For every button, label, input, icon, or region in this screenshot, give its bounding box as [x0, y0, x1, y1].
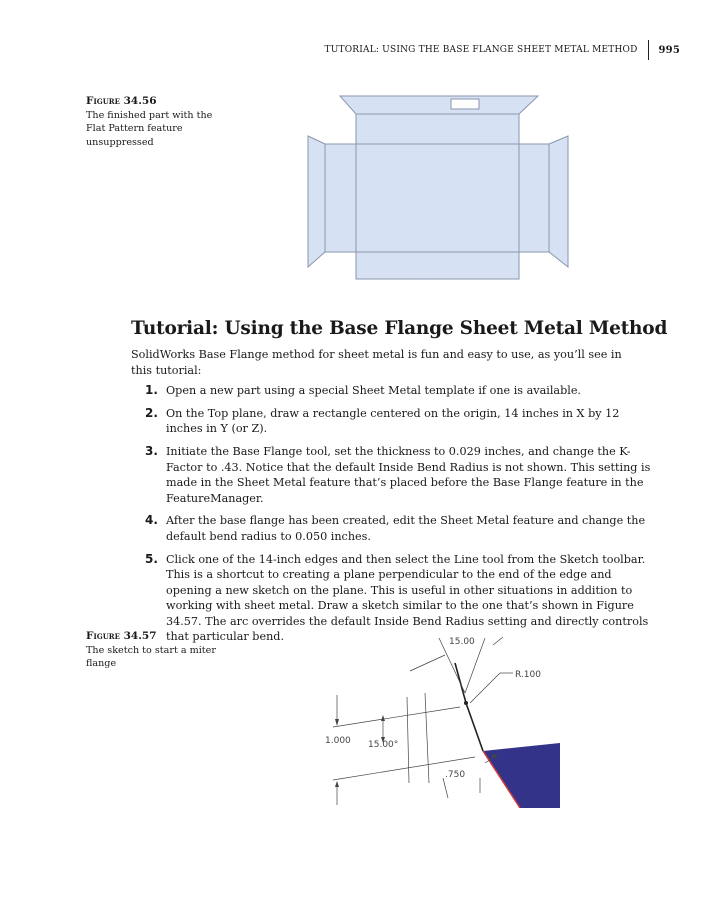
section-heading: Tutorial: Using the Base Flange Sheet Metal Method: [131, 318, 668, 339]
step-item: [131, 444, 654, 506]
flat-pattern-left-flange: [308, 136, 325, 267]
dimension-line: [493, 637, 503, 645]
step-text: On the Top plane, draw a rectangle centered on the origin, 14 inches in X by 12 inches in Y (or Z).: [166, 406, 620, 436]
sketch-line: [466, 703, 483, 751]
flat-pattern-top-flange: [340, 96, 538, 114]
step-number: 3.: [145, 444, 158, 459]
dimension-line: [333, 707, 460, 727]
dimension-line: [410, 655, 445, 671]
step-number: 4.: [145, 513, 158, 528]
page-number: 995: [658, 44, 680, 56]
step-number: 1.: [145, 383, 158, 397]
leader-line: [470, 673, 500, 703]
step-item: [131, 406, 654, 437]
flat-pattern-bottom-bend: [356, 252, 519, 279]
step-item: [131, 513, 654, 544]
dimension-arrow: [381, 715, 385, 721]
step-text: Click one of the 14-inch edges and then select the Line tool from the Sketch toolbar. This is a shortcut to creating a plane perpendicular to the end of the edge and opening a new sketch on the plane. This is useful in other situations in addition to working with sheet metal. Draw a sketch similar to the one that’s shown in Figure 34.57. The arc overrides the default Inside Bend Radius setting and directly controls that particular bend.: [166, 552, 649, 644]
dimension-arrow: [335, 781, 339, 787]
sketch-point: [464, 701, 468, 705]
running-head: [325, 40, 680, 60]
figure-label: Figure 34.57: [86, 630, 157, 642]
dimension-line: [407, 697, 409, 783]
figure-label: Figure 34.56: [86, 95, 157, 107]
flat-pattern-right-flange: [549, 136, 568, 267]
figure-caption-text: The sketch to start a miter flange: [86, 644, 216, 669]
dimension-label: 15.00°: [368, 740, 399, 750]
running-head-divider: [648, 40, 649, 60]
flat-pattern-figure: [300, 94, 590, 294]
flat-pattern-top-bend: [356, 114, 519, 144]
flat-pattern-slot: [451, 99, 479, 109]
dimension-label: 1.000: [325, 736, 351, 746]
step-text: After the base flange has been created, edit the Sheet Metal feature and change the default bend radius to 0.050 inches.: [166, 514, 646, 543]
flat-pattern-left-bend: [325, 144, 356, 252]
step-number: 5.: [145, 551, 158, 566]
figure-caption-text: The finished part with the Flat Pattern feature unsuppressed: [86, 109, 213, 148]
steps-list: [131, 383, 654, 652]
dimension-label: R.100: [515, 670, 541, 680]
running-head-title: TUTORIAL: USING THE BASE FLANGE SHEET METAL METHOD: [324, 45, 638, 55]
miter-flange-sketch-figure: [315, 633, 580, 808]
step-number: 2.: [145, 405, 158, 420]
dimension-line: [425, 693, 429, 783]
dimension-label: 15.00: [449, 637, 475, 647]
intro-paragraph: SolidWorks Base Flange method for sheet metal is fun and easy to use, as you’ll see in this tutorial:: [131, 348, 622, 377]
dimension-label: .750: [445, 770, 466, 780]
flat-pattern-base: [356, 144, 519, 252]
figure-caption-34-57: [86, 630, 216, 671]
dimension-arrow: [335, 719, 339, 726]
dimension-line: [443, 778, 448, 798]
step-text: Open a new part using a special Sheet Metal template if one is available.: [166, 384, 581, 397]
step-text: Initiate the Base Flange tool, set the thickness to 0.029 inches, and change the K-Factor to .43. Notice that the default Inside Bend Radius is not shown. This setting is made in the Sheet Metal feature that’s placed before the Base Flange feature in the FeatureManager.: [166, 445, 651, 505]
step-item: [131, 383, 654, 399]
figure-caption-34-56: [86, 95, 216, 149]
flange-face: [483, 743, 560, 808]
flat-pattern-right-bend: [519, 144, 549, 252]
